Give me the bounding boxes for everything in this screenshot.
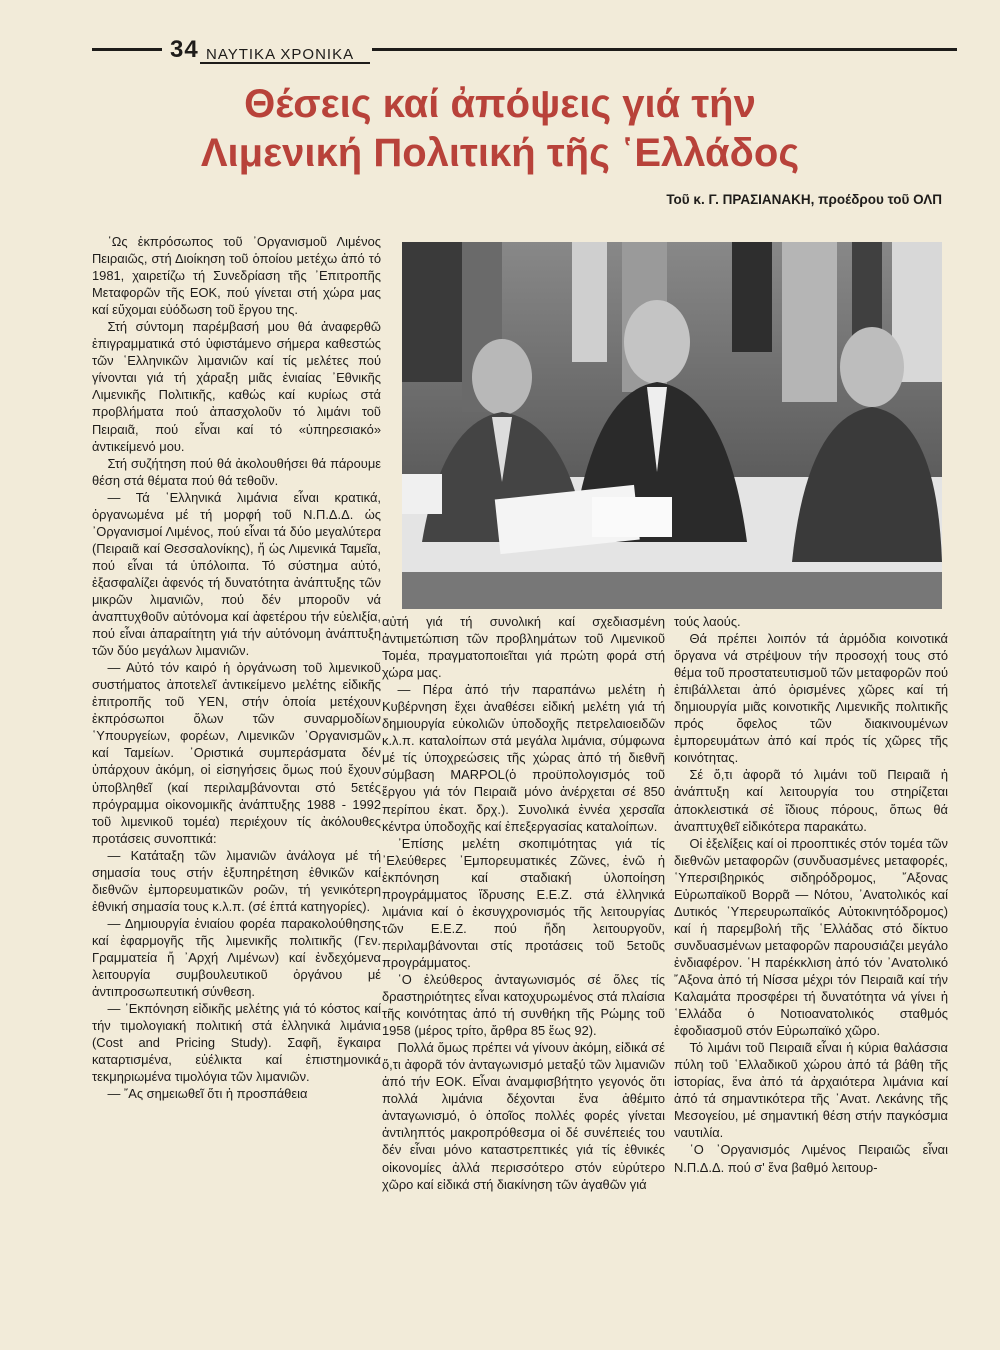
article-title-line1: Θέσεις καί ἀπόψεις γιά τήν: [244, 82, 756, 126]
paragraph: — Τά ῾Ελληνικά λιμάνια εἶναι κρατικά, ὀργανωμένα μέ τή μορφή τοῦ Ν.Π.Δ.Δ. ὡς ᾿Οργανισμοί Λιμένος, πού εἶναι τά δύο μεγαλύτερα (Πειραιᾶ καί Θεσσαλονίκης), ἤ ὡς Λιμενικά Ταμεῖα, πού εἶναι τά ὑπόλοιπα. Τό σύστημα αὐτό, ἐξασφαλίζει ἀφενός τή δυνατότητα ἀνάπτυξης τῶν μικρῶν λιμανιῶν, πού δέν μποροῦν νά ἀναπτυχθοῦν αὐτόνομα καί ἀφετέρου τήν εὐελιξία, πού εἶναι ἀπαραίτητη γιά τήν αὐτόνομη ἀνάπτυξη τῶν δύο μεγάλων λιμανιῶν.: [92, 489, 381, 659]
paragraph: — Πέρα ἀπό τήν παραπάνω μελέτη ἡ Κυβέρνηση ἔχει ἀναθέσει εἰδική μελέτη γιά τή δημιουργία εὐκολιῶν ὑποδοχῆς πετρελαιοειδῶν κ.λ.π. καταλοίπων στά μεγάλα λιμάνια, σύμφωνα μέ τίς ὑποχρεώσεις τῆς χώρας ἀπό τή διεθνῆ σύμβαση MARPOL(ὁ προϋπολογισμός τοῦ ἔργου γιά τόν Πειραιᾶ μόνο ἀνέρχεται σέ 850 περίπου ἑκατ. δρχ.). Συνολικά ἐννέα χερσαῖα κέντρα ὑποδοχῆς καί ἐπεξεργασίας καταλοίπων.: [382, 682, 665, 834]
paragraph: Θά πρέπει λοιπόν τά ἁρμόδια κοινοτικά ὄργανα νά στρέψουν τήν προσοχή τους στό θέμα τοῦ προστατευτισμοῦ τῶν μεταφορῶν πού ἐπιβάλλεται ἀπό ὁρισμένες χῶρες καί τή δημιουργία μιᾶς κοινοτικῆς Λιμενικῆς πολιτικῆς πρός ὄφελος τῶν διακινουμένων ἐμπορευμάτων ἀπό καί πρός τίς χῶρες τῆς κοινότητας.: [674, 631, 948, 766]
paragraph: ῾Ο ᾿Οργανισμός Λιμένος Πειραιῶς εἶναι Ν.Π.Δ.Δ. πού σ' ἕνα βαθμό λειτουρ-: [674, 1142, 948, 1175]
article-photo: [402, 242, 942, 609]
byline: Τοῦ κ. Γ. ΠΡΑΣΙΑΝΑΚΗ, προέδρου τοῦ ΟΛΠ: [666, 192, 942, 207]
paragraph: — Αὐτό τόν καιρό ἡ ὀργάνωση τοῦ λιμενικοῦ συστήματος ἀποτελεῖ ἀντικείμενο μελέτης εἰδικῆς ἐπιτροπῆς τοῦ ΥΕΝ, στήν ὁποία μετέχουν ἐκπρόσωποι ὅλων τῶν συναρμοδίων ῾Υπουργείων, φορέων, Λιμενικῶν ᾿Οργανισμῶν καί Ταμείων. ᾿Οριστικά συμπεράσματα δέν ὑπάρχουν ἀκόμη, οἱ εἰσηγήσεις ὅμως πού ἔχουν ὑποβληθεῖ (καί περιλαμβάνονται στό 5ετές πρόγραμμα οἰκονομικῆς ἀνάπτυξης 1988 - 1992 τοῦ λιμενικοῦ τομέα) περιέχουν τίς ἀκόλουθες προτάσεις συνοπτικά:: [92, 660, 381, 846]
column-1: [92, 233, 381, 1102]
header-rule-left: [92, 48, 162, 51]
paragraph: τούς λαούς.: [674, 614, 741, 629]
paragraph: αὐτή γιά τή συνολική καί σχεδιασμένη ἀντιμετώπιση τῶν προβλημάτων τοῦ Λιμενικοῦ Τομέα, πραγματοποιεῖται γιά πρώτη φορά στή χώρα μας.: [382, 614, 665, 681]
paragraph: — ᾿Εκπόνηση εἰδικῆς μελέτης γιά τό κόστος καί τήν τιμολογιακή πολιτική στά ἑλληνικά λιμάνια (Cost and Pricing Study). Σαφῆ, ἔγκαιρα καταρτισμένα, εὐέλικτα καί ἐπιστημονικά τεκμηριωμένα τιμολόγια τῶν λιμανιῶν.: [92, 1001, 381, 1085]
magazine-title: ΝΑΥΤΙΚΑ ΧΡΟΝΙΚΑ: [206, 46, 355, 63]
paragraph: Οἱ ἐξελίξεις καί οἱ προοπτικές στόν τομέα τῶν διεθνῶν μεταφορῶν (συνδυασμένες μεταφορές, ῾Υπερσιβηρικός σιδηρόδρομος, ῎Αξονας Εὐρωπαϊκοῦ Βορρᾶ — Νότου, ᾿Ανατολικός καί Δυτικός ῾Υπερευρωπαϊκός Αὐτοκινητόδρομος) καί ἡ παρεμβολή τῆς ῾Ελλάδας στό δίκτυο συνδυασμένων μεταφορῶν παρουσιάζει μεγάλο ἐνδιαφέρον. ῾Η παρέκκλιση ἀπό τόν ᾿Ανατολικό ῎Αξονα ἀπό τή Νίσσα μέχρι τόν Πειραιᾶ καί τήν Καλαμάτα προσφέρει τή δυνατότητα νά γίνει ἡ ῾Ελλάδα ὁ Νοτιοανατολικός σταθμός ἐφοδιασμοῦ στόν Εὐρωπαϊκό χῶρο.: [674, 835, 948, 1039]
paragraph: — Κατάταξη τῶν λιμανιῶν ἀνάλογα μέ τή σημασία τους στήν ἐξυπηρέτηση ἐθνικῶν καί διεθνῶν ἐμπορευματικῶν ροῶν, τή γενικότερη ἐθνική σημασία τους κ.λ.π. (σέ ἑπτά κατηγορίες).: [92, 847, 381, 914]
paragraph: Τό λιμάνι τοῦ Πειραιᾶ εἶναι ἡ κύρια θαλάσσια πύλη τοῦ ῾Ελλαδικοῦ χώρου ἀπό τά βάθη τῆς ἱστορίας, ἕνα ἀπό τά ἀρχαιότερα λιμάνια καί ἀπό τά σημαντικότερα τῆς ᾿Ανατ. Λεκάνης τῆς Μεσογείου, μέ σημαντική θέση στήν παγκόσμια ναυτιλία.: [674, 1040, 948, 1141]
column-3: [674, 613, 948, 1176]
paragraph: ῾Ο ἐλεύθερος ἀνταγωνισμός σέ ὅλες τίς δραστηριότητες εἶναι κατοχυρωμένος στά πλαίσια τῆς κοινότητας ἀπό τή συνθήκη τῆς Ρώμης τοῦ 1958 (μέρος τρίτο, ἄρθρα 85 ἕως 92).: [382, 971, 665, 1039]
paragraph: Σέ ὅ,τι ἀφορᾶ τό λιμάνι τοῦ Πειραιᾶ ἡ ἀνάπτυξη καί λειτουργία του στηρίζεται ἀποκλειστικά σέ ἴδιους πόρους, ὅπως θά ἀναπτυχθεῖ εἰδικότερα παρακάτω.: [674, 767, 948, 834]
page-number: 34: [170, 36, 199, 63]
paragraph: Πολλά ὅμως πρέπει νά γίνουν ἀκόμη, εἰδικά σέ ὅ,τι ἀφορᾶ τόν ἀνταγωνισμό μεταξύ τῶν λιμανιῶν ἀπό τήν ΕΟΚ. Εἶναι ἀναμφισβήτητο γεγονός ὅτι πολλά λιμάνια δέχονται ἕνα ἀθέμιτο ἀνταγωνισμό, ὁ ὁποῖος πολλές φορές γίνεται ἀντιληπτός μακροπρόθεσμα οἱ δέ συνέπειές του δέν εἶναι μόνο καταστρεπτικές γιά τίς ἐθνικές οἰκονομίες ἀλλά περισσότερο στόν εὐρύτερο χῶρο καί εἰδικά στή διακίνηση τῶν ἀγαθῶν γιά: [382, 1040, 665, 1192]
paragraph: — Δημιουργία ἑνιαίου φορέα παρακολούθησης καί ἐφαρμογῆς τῆς λιμενικῆς πολιτικῆς (Γεν. Γραμματεία ἤ ᾿Αρχή Λιμένων) καί ἐνδεχόμενα λειτουργία συμβουλευτικοῦ ὀργάνου μέ ἀντιπροσωπευτική σύνθεση.: [92, 915, 381, 1000]
paragraph: Στή σύντομη παρέμβασή μου θά ἀναφερθῶ ἐπιγραμματικά στό ὑφιστάμενο σήμερα καθεστώς τῶν ῾Ελληνικῶν λιμανιῶν καί τίς μελέτες πού γίνονται γιά τή χάραξη μιᾶς ἑνιαίας ᾿Εθνικῆς Λιμενικῆς Πολιτικῆς, καθώς καί κυρίως στά προβλήματα πού ἀπασχολοῦν τό λιμάνι τοῦ Πειραιᾶ, πού εἶναι καί τό «ὑπηρεσιακό» ἀντικείμενό μου.: [92, 319, 381, 454]
paragraph: ῾Ως ἐκπρόσωπος τοῦ ᾿Οργανισμοῦ Λιμένος Πειραιῶς, στή Διοίκηση τοῦ ὁποίου μετέχω ἀπό τό 1981, χαιρετίζω τή Συνεδρίαση τῆς ᾿Επιτροπῆς Μεταφορῶν τῆς ΕΟΚ, πού γίνεται στή χώρα μας καί εὔχομαι εὐόδωση τοῦ ἔργου της.: [92, 234, 381, 318]
paragraph: — ῎Ας σημειωθεῖ ὅτι ἡ προσπάθεια: [107, 1086, 308, 1102]
paragraph: Στή συζήτηση πού θά ἀκολουθήσει θά πάρουμε θέση στά θέματα πού θά τεθοῦν.: [92, 455, 381, 488]
column-2: [382, 613, 665, 1193]
article-title-line2: Λιμενική Πολιτική τῆς ῾Ελλάδος: [200, 131, 800, 175]
header-rule-right: [372, 48, 957, 51]
paragraph: ᾿Επίσης μελέτη σκοπιμότητας γιά τίς ᾿Ελεύθερες ᾿Εμπορευματικές Ζῶνες, ἐνῶ ἡ ἐκπόνηση καί σταδιακή ὑλοποίηση προγράμματος ἵδρυσης Ε.Ε.Ζ. στά ἑλληνικά λιμάνια καί ὁ ἐκσυγχρονισμός τῆς λειτουργίας τῶν Ε.Ε.Ζ. πού ἤδη λειτουργοῦν, περιλαμβάνονται στίς προτάσεις τοῦ 5ετοῦς προγράμματος.: [382, 835, 665, 970]
